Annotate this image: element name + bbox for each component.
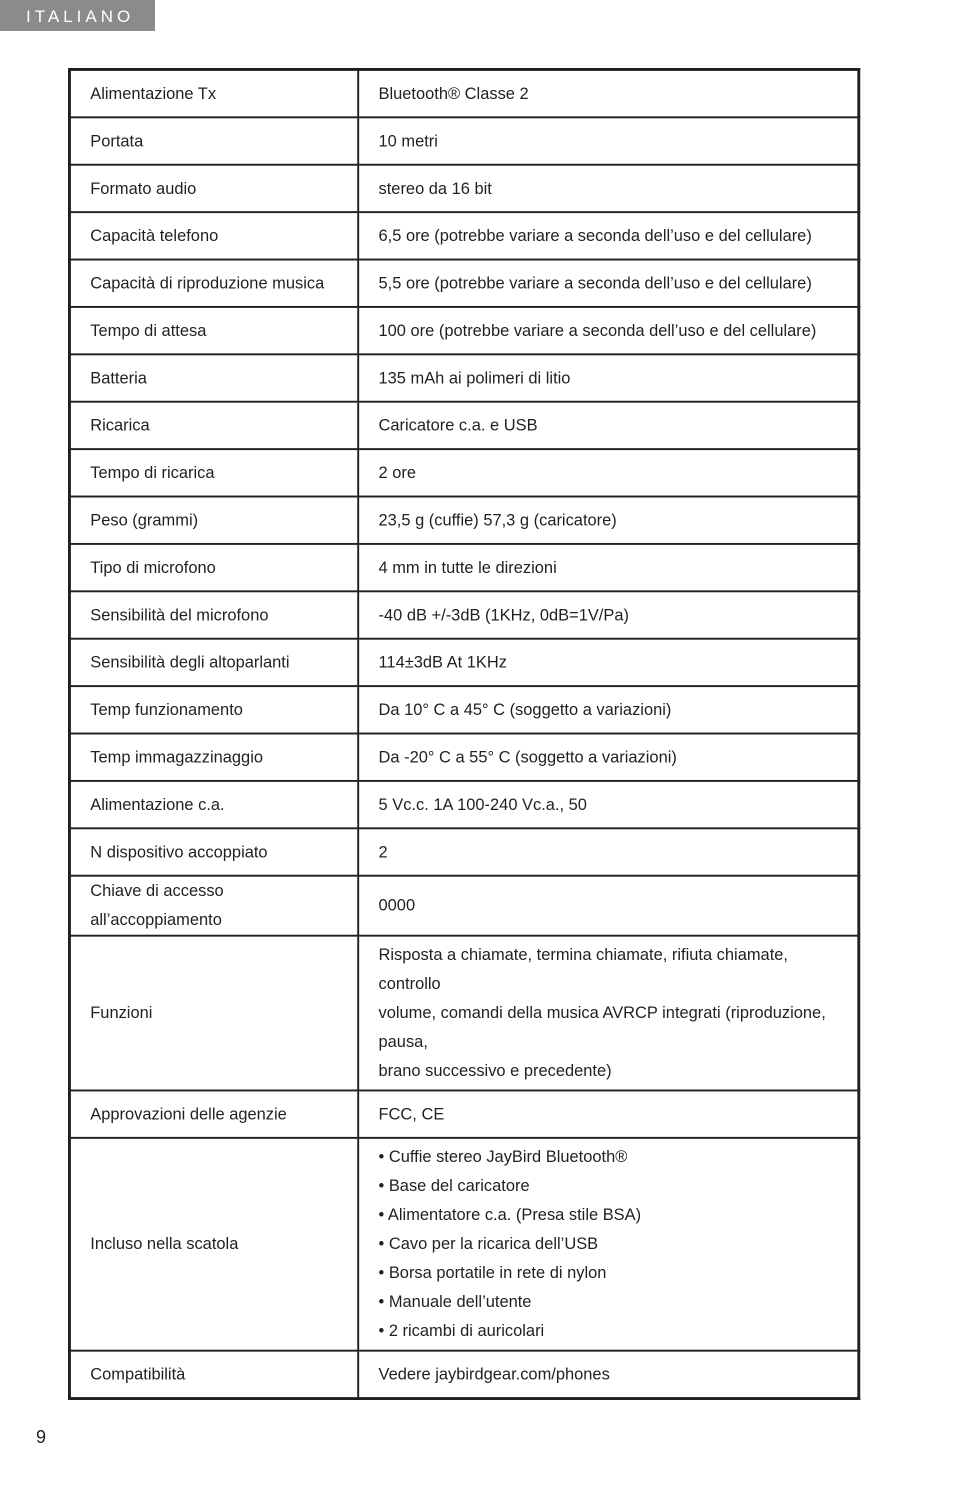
spec-value: [358, 260, 859, 307]
spec-value: [358, 686, 859, 733]
spec-value-line: Da -20° C a 55° C (soggetto a variazioni): [378, 747, 677, 766]
spec-value-line: 23,5 g (cuffie) 57,3 g (caricatore): [378, 510, 617, 529]
spec-label: Incluso nella scatola: [69, 1138, 358, 1351]
spec-value-line: • Borsa portatile in rete di nylon: [378, 1263, 607, 1282]
spec-value-line: Bluetooth® Classe 2: [378, 83, 529, 103]
spec-label: Funzioni: [69, 936, 358, 1091]
spec-value-line: 2: [378, 842, 388, 861]
specifications-table: [68, 68, 860, 1400]
spec-value: [358, 1138, 859, 1351]
spec-value: [358, 212, 859, 259]
spec-value-line: stereo da 16 bit: [378, 178, 492, 198]
specifications-table-body: [69, 69, 858, 1398]
spec-row: [69, 936, 858, 1091]
spec-value: [358, 1351, 859, 1399]
spec-row: [69, 260, 858, 307]
spec-label: N dispositivo accoppiato: [69, 828, 358, 875]
spec-value-line: • Cavo per la ricarica dell’USB: [378, 1234, 599, 1253]
spec-label: Tempo di ricarica: [69, 449, 358, 496]
spec-row: [69, 828, 858, 875]
spec-label: Portata: [69, 117, 358, 164]
spec-value-line: Caricatore c.a. e USB: [378, 415, 538, 435]
spec-label: Ricarica: [69, 402, 358, 449]
language-tab: ITALIANO: [0, 0, 155, 31]
spec-value: [358, 165, 859, 212]
spec-label: Temp funzionamento: [69, 686, 358, 733]
spec-value-line: 4 mm in tutte le direzioni: [378, 557, 557, 577]
spec-label: Tipo di microfono: [69, 544, 358, 591]
spec-label: Temp immagazzinaggio: [69, 734, 358, 781]
spec-value: [358, 734, 859, 781]
spec-value-line: 0000: [378, 896, 416, 915]
spec-value-line: • Cuffie stereo JayBird Bluetooth®: [378, 1147, 628, 1166]
spec-row: [69, 69, 858, 117]
spec-row: [69, 1090, 858, 1137]
spec-label: Formato audio: [69, 165, 358, 212]
spec-value: [358, 449, 859, 496]
spec-value: [358, 497, 859, 544]
spec-value-line: 2 ore: [378, 463, 416, 482]
spec-label: Sensibilità del microfono: [69, 591, 358, 638]
spec-value: [358, 544, 859, 591]
spec-value-line: Vedere jaybirdgear.com/phones: [378, 1364, 610, 1384]
spec-value-line: Da 10° C a 45° C (soggetto a variazioni): [378, 700, 672, 719]
spec-row: [69, 497, 858, 544]
spec-value-line: brano successivo e precedente): [378, 1061, 612, 1080]
spec-row: [69, 354, 858, 401]
spec-row: [69, 876, 858, 936]
spec-row: [69, 639, 858, 686]
spec-value-line: • Manuale dell’utente: [378, 1292, 532, 1312]
spec-value: [358, 591, 859, 638]
spec-row: [69, 402, 858, 449]
spec-row: [69, 686, 858, 733]
spec-value-line: 114±3dB At 1KHz: [378, 652, 507, 672]
spec-row: [69, 734, 858, 781]
spec-value-line: FCC, CE: [378, 1104, 445, 1123]
spec-row: [69, 165, 858, 212]
page-number: 9: [36, 1427, 47, 1447]
spec-value-line: -40 dB +/-3dB (1KHz, 0dB=1V/Pa): [378, 605, 629, 624]
spec-row: [69, 591, 858, 638]
spec-value-line: volume, comandi della musica AVRCP integrati (riproduzione, pausa,: [378, 1003, 826, 1051]
spec-value-line: 5,5 ore (potrebbe variare a seconda dell’uso e del cellulare): [378, 273, 812, 292]
spec-value-line: 10 metri: [378, 131, 438, 150]
spec-label: Alimentazione c.a.: [69, 781, 358, 828]
spec-label: Alimentazione Tx: [69, 69, 358, 117]
spec-label: Approvazioni delle agenzie: [69, 1090, 358, 1137]
spec-row: [69, 781, 858, 828]
spec-label: Capacità di riproduzione musica: [69, 260, 358, 307]
spec-value-line: • Base del caricatore: [378, 1176, 530, 1195]
spec-label: Compatibilità: [69, 1351, 358, 1399]
spec-label: Capacità telefono: [69, 212, 358, 259]
spec-value: [358, 1090, 859, 1137]
spec-value: [358, 828, 859, 875]
spec-value: [358, 307, 859, 354]
spec-label: Batteria: [69, 354, 358, 401]
spec-row: [69, 1138, 858, 1351]
spec-label: Sensibilità degli altoparlanti: [69, 639, 358, 686]
spec-value-line: • 2 ricambi di auricolari: [378, 1321, 545, 1341]
spec-value-line: 135 mAh ai polimeri di litio: [378, 368, 571, 387]
spec-label: Peso (grammi): [69, 497, 358, 544]
spec-value-line: 5 Vc.c. 1A 100-240 Vc.a., 50: [378, 794, 587, 814]
spec-value: [358, 639, 859, 686]
spec-row: [69, 307, 858, 354]
spec-value-line: Risposta a chiamate, termina chiamate, rifiuta chiamate, controllo: [378, 945, 788, 993]
spec-value-line: • Alimentatore c.a. (Presa stile BSA): [378, 1205, 642, 1224]
spec-row: [69, 544, 858, 591]
spec-label: Chiave di accesso all’accoppiamento: [69, 876, 358, 936]
spec-row: [69, 1351, 858, 1399]
spec-value: [358, 69, 859, 117]
spec-row: [69, 117, 858, 164]
spec-value: [358, 876, 859, 936]
spec-value-line: 6,5 ore (potrebbe variare a seconda dell’uso e del cellulare): [378, 226, 812, 245]
spec-value: [358, 781, 859, 828]
spec-label: Tempo di attesa: [69, 307, 358, 354]
spec-value: [358, 402, 859, 449]
spec-value: [358, 936, 859, 1091]
spec-value: [358, 354, 859, 401]
spec-row: [69, 449, 858, 496]
spec-row: [69, 212, 858, 259]
spec-value-line: 100 ore (potrebbe variare a seconda dell’uso e del cellulare): [378, 320, 817, 340]
spec-value: [358, 117, 859, 164]
